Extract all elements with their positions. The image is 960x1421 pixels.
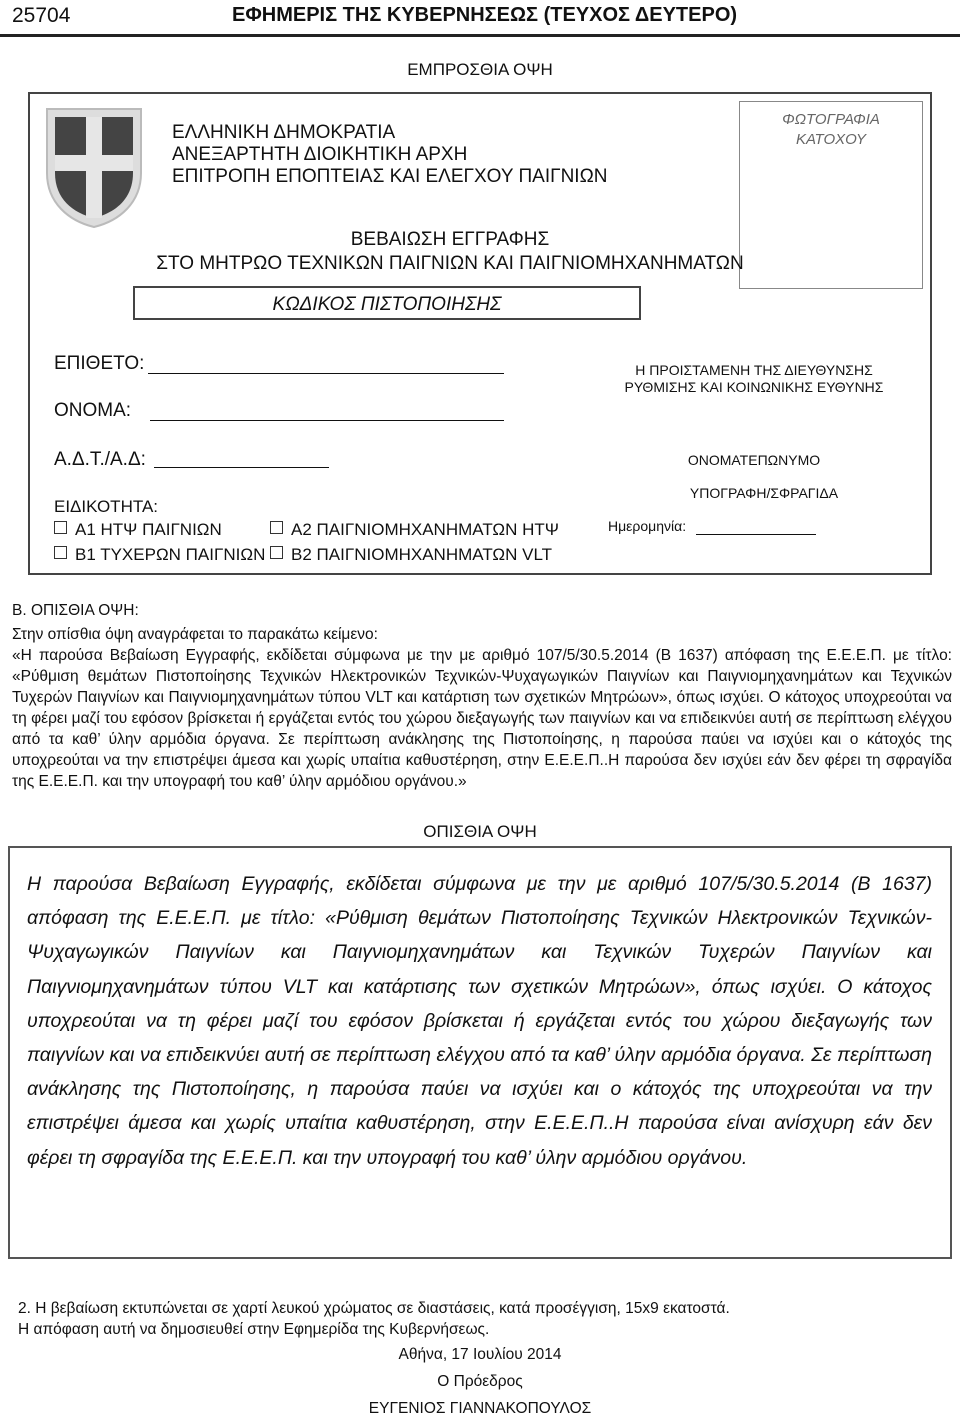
date-line xyxy=(696,534,816,535)
surname-line xyxy=(148,373,504,374)
signatory-title-1: Η ΠΡΟΙΣΤΑΜΕΝΗ ΤΗΣ ΔΙΕΥΘΥΝΣΗΣ xyxy=(635,362,873,378)
certification-code-box xyxy=(133,286,641,320)
back-section-intro: Στην οπίσθια όψη αναγράφεται το παρακάτω κείμενο: xyxy=(12,626,378,643)
page-number: 25704 xyxy=(12,4,71,27)
greek-emblem-icon xyxy=(39,103,149,231)
id-line xyxy=(154,467,329,468)
signature-stamp-label: ΥΠΟΓΡΑΦΗ/ΣΦΡΑΓΙΔΑ xyxy=(689,485,839,501)
date-label: Ημερομηνία: xyxy=(608,518,687,534)
org-line-1: ΕΛΛΗΝΙΚΗ ΔΗΜΟΚΡΑΤΙΑ xyxy=(172,122,396,143)
certificate-title: ΒΕΒΑΙΩΣΗ ΕΓΓΡΑΦΗΣ xyxy=(350,229,550,250)
specialty-label: ΕΙΔΙΚΟΤΗΤΑ: xyxy=(54,497,159,516)
gazette-title: ΕΦΗΜΕΡΙΣ ΤΗΣ ΚΥΒΕΡΝΗΣΕΩΣ (ΤΕΥΧΟΣ ΔΕΥΤΕΡΟ) xyxy=(232,4,738,26)
back-section-quote: «Η παρούσα Βεβαίωση Εγγραφής, εκδίδεται σύμφωνα με την με αριθμό 107/5/30.5.2014 (Β 1637) απόφαση της Ε.Ε.Ε.Π. με τίτλο: «Ρύθμιση θεμάτων Πιστοποίησης Τεχνικών Ηλεκτρονικών Τεχνικών-Ψυχαγωγικών Παιγνίων και Παιγνιομηχανημάτων και Τεχνικών Τυχερών Παιγνίων και Παιγνιομηχανημάτων τύπου VLT και κατάρτιση των σχετικών Μητρώων», όπως ισχύει. Ο κάτοχος υποχρεούται να τη φέρει μαζί του εφόσον βρίσκεται ή εργάζεται εντός του χώρου διεξαγωγής των παιγνίων και να επιδεικνύει αυτή σε περίπτωση ελέγχου από τα καθ’ ύλην αρμόδια όργανα. Σε περίπτωση ανάκλησης της Πιστοποίησης, η παρούσα παύει να ισχύει και ο κάτοχός της υποχρεούται να την επιστρέψει άμεσα και χωρίς υπαίτια καθυστέρηση, στην Ε.Ε.Ε.Π..Η παρούσα δεν ισχύει εάν δεν φέρει τη σφραγίδα της Ε.Ε.Ε.Π. και την υπογραφή του καθ’ ύλην αρμόδιου οργάνου.» xyxy=(12,647,952,790)
back-section-heading: Β. ΟΠΙΣΘΙΑ ΟΨΗ: xyxy=(12,602,139,619)
name-line xyxy=(150,420,504,421)
signer-role: Ο Πρόεδρος xyxy=(437,1373,523,1390)
org-line-2: ΑΝΕΞΑΡΤΗΤΗ ΔΙΟΙΚΗΤΙΚΗ ΑΡΧΗ xyxy=(172,144,468,165)
id-label: Α.Δ.Τ./Α.Δ: xyxy=(54,449,146,470)
checkbox-icon xyxy=(54,546,67,559)
org-line-3: ΕΠΙΤΡΟΠΗ ΕΠΟΠΤΕΙΑΣ ΚΑΙ ΕΛΕΓΧΟΥ ΠΑΙΓΝΙΩΝ xyxy=(172,166,608,187)
fullname-label: ΟΝΟΜΑΤΕΠΩΝΥΜΟ xyxy=(687,452,821,468)
certificate-subtitle: ΣΤΟ ΜΗΤΡΩΟ ΤΕΧΝΙΚΩΝ ΠΑΙΓΝΙΩΝ ΚΑΙ ΠΑΙΓΝΙΟΜΗΧΑΝΗΜΑΤΩΝ xyxy=(156,253,744,274)
checkbox-b2[interactable]: Β2 ΠΑΙΓΝΙΟΜΗΧΑΝΗΜΑΤΩΝ VLT xyxy=(270,545,552,565)
checkbox-icon xyxy=(270,521,283,534)
place-date: Αθήνα, 17 Ιουλίου 2014 xyxy=(398,1346,562,1363)
print-note: 2. Η βεβαίωση εκτυπώνεται σε χαρτί λευκού χρώματος σε διαστάσεις, κατά προσέγγιση, 15x9 εκατοστά. xyxy=(18,1300,730,1317)
checkbox-a1[interactable]: Α1 ΗΤΨ ΠΑΙΓΝΙΩΝ xyxy=(54,520,222,540)
back-side-label: ΟΠΙΣΘΙΑ ΟΨΗ xyxy=(423,822,537,841)
checkbox-icon xyxy=(270,546,283,559)
publish-note: Η απόφαση αυτή να δημοσιευθεί στην Εφημερίδα της Κυβερνήσεως. xyxy=(18,1321,490,1338)
back-side-text: Η παρούσα Βεβαίωση Εγγραφής, εκδίδεται σύμφωνα με την με αριθμό 107/5/30.5.2014 (Β 1637) απόφαση της Ε.Ε.Ε.Π. με τίτλο: «Ρύθμιση θεμάτων Πιστοποίησης Τεχνικών Ηλεκτρονικών Τεχνικών-Ψυχαγωγικών Παιγνίων και Παιγνιομηχανημάτων και Τεχνικών Τυχερών Παιγνίων και Παιγνιομηχανημάτων τύπου VLT και κατάρτισης των σχετικών Μητρώων», όπως ισχύει. Ο κάτοχος υποχρεούται να τη φέρει μαζί του εφόσον βρίσκεται ή εργάζεται εντός του χώρου διεξαγωγής των παιγνίων και να επιδεικνύει αυτή σε περίπτωση ελέγχου από τα καθ’ ύλην αρμόδια όργανα. Σε περίπτωση ανάκλησης της Πιστοποίησης, η παρούσα παύει να ισχύει και ο κάτοχός της υποχρεούται να την επιστρέψει άμεσα και χωρίς υπαίτια καθυστέρηση, στην Ε.Ε.Ε.Π..Η παρούσα είναι ανίσχυρη εάν δεν φέρει τη σφραγίδα της Ε.Ε.Ε.Π. και την υπογραφή του καθ’ ύλην αρμόδιου οργάνου. xyxy=(27,873,932,1169)
signer-name: ΕΥΓΕΝΙΟΣ ΓΙΑΝΝΑΚΟΠΟΥΛΟΣ xyxy=(368,1400,592,1417)
certification-code-label: ΚΩΔΙΚΟΣ ΠΙΣΤΟΠΟΙΗΣΗΣ xyxy=(272,294,502,315)
photo-label: ΦΩΤΟΓΡΑΦΙΑ ΚΑΤΟΧΟΥ xyxy=(782,111,880,148)
checkbox-icon xyxy=(54,521,67,534)
surname-label: ΕΠΙΘΕΤΟ: xyxy=(54,353,145,374)
name-label: ΟΝΟΜΑ: xyxy=(54,400,132,421)
front-side-label: ΕΜΠΡΟΣΘΙΑ ΟΨΗ xyxy=(407,60,553,79)
checkbox-a2[interactable]: Α2 ΠΑΙΓΝΙΟΜΗΧΑΝΗΜΑΤΩΝ ΗΤΨ xyxy=(270,520,559,540)
signatory-title-2: ΡΥΘΜΙΣΗΣ ΚΑΙ ΚΟΙΝΩΝΙΚΗΣ ΕΥΘΥΝΗΣ xyxy=(624,379,884,395)
checkbox-b1[interactable]: Β1 ΤΥΧΕΡΩΝ ΠΑΙΓΝΙΩΝ xyxy=(54,545,265,565)
